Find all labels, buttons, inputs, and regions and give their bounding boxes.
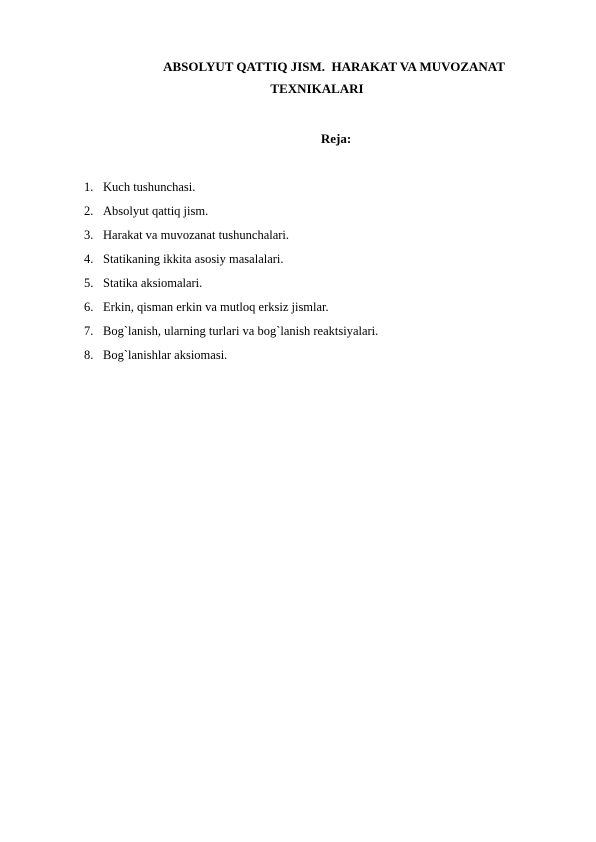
plan-item [84,179,378,203]
plan-item-text: Bog`lanishlar aksiomasi. [103,348,228,362]
plan-item-text: Bog`lanish, ularning turlari va bog`lanish reaktsiyalari. [103,324,379,338]
plan-item-text: Erkin, qisman erkin va mutloq erksiz jismlar. [103,300,329,314]
plan-list [84,179,378,371]
document-title-line-2: TEXNIKALARI [270,81,364,96]
plan-item-text: Statikaning ikkita asosiy masalalari. [103,252,284,266]
plan-item [84,203,378,227]
plan-item-text: Harakat va muvozanat tushunchalari. [103,228,290,242]
plan-item-number: 7. [84,324,94,338]
plan-item [84,323,378,347]
plan-item-number: 1. [84,180,94,194]
plan-item-number: 2. [84,204,94,218]
plan-item-number: 8. [84,348,94,362]
plan-item [84,227,378,251]
plan-item-number: 5. [84,276,94,290]
plan-item [84,347,378,371]
plan-item [84,299,378,323]
plan-item-text: Absolyut qattiq jism. [103,204,209,218]
document-title-line-1: ABSOLYUT QATTIQ JISM. HARAKAT VA MUVOZANAT [163,59,505,74]
plan-item-text: Kuch tushunchasi. [103,180,196,194]
plan-item-number: 4. [84,252,94,266]
plan-item [84,251,378,275]
plan-heading: Reja: [320,131,352,146]
plan-item [84,275,378,299]
plan-item-number: 3. [84,228,94,242]
plan-item-text: Statika aksiomalari. [103,276,203,290]
plan-item-number: 6. [84,300,94,314]
